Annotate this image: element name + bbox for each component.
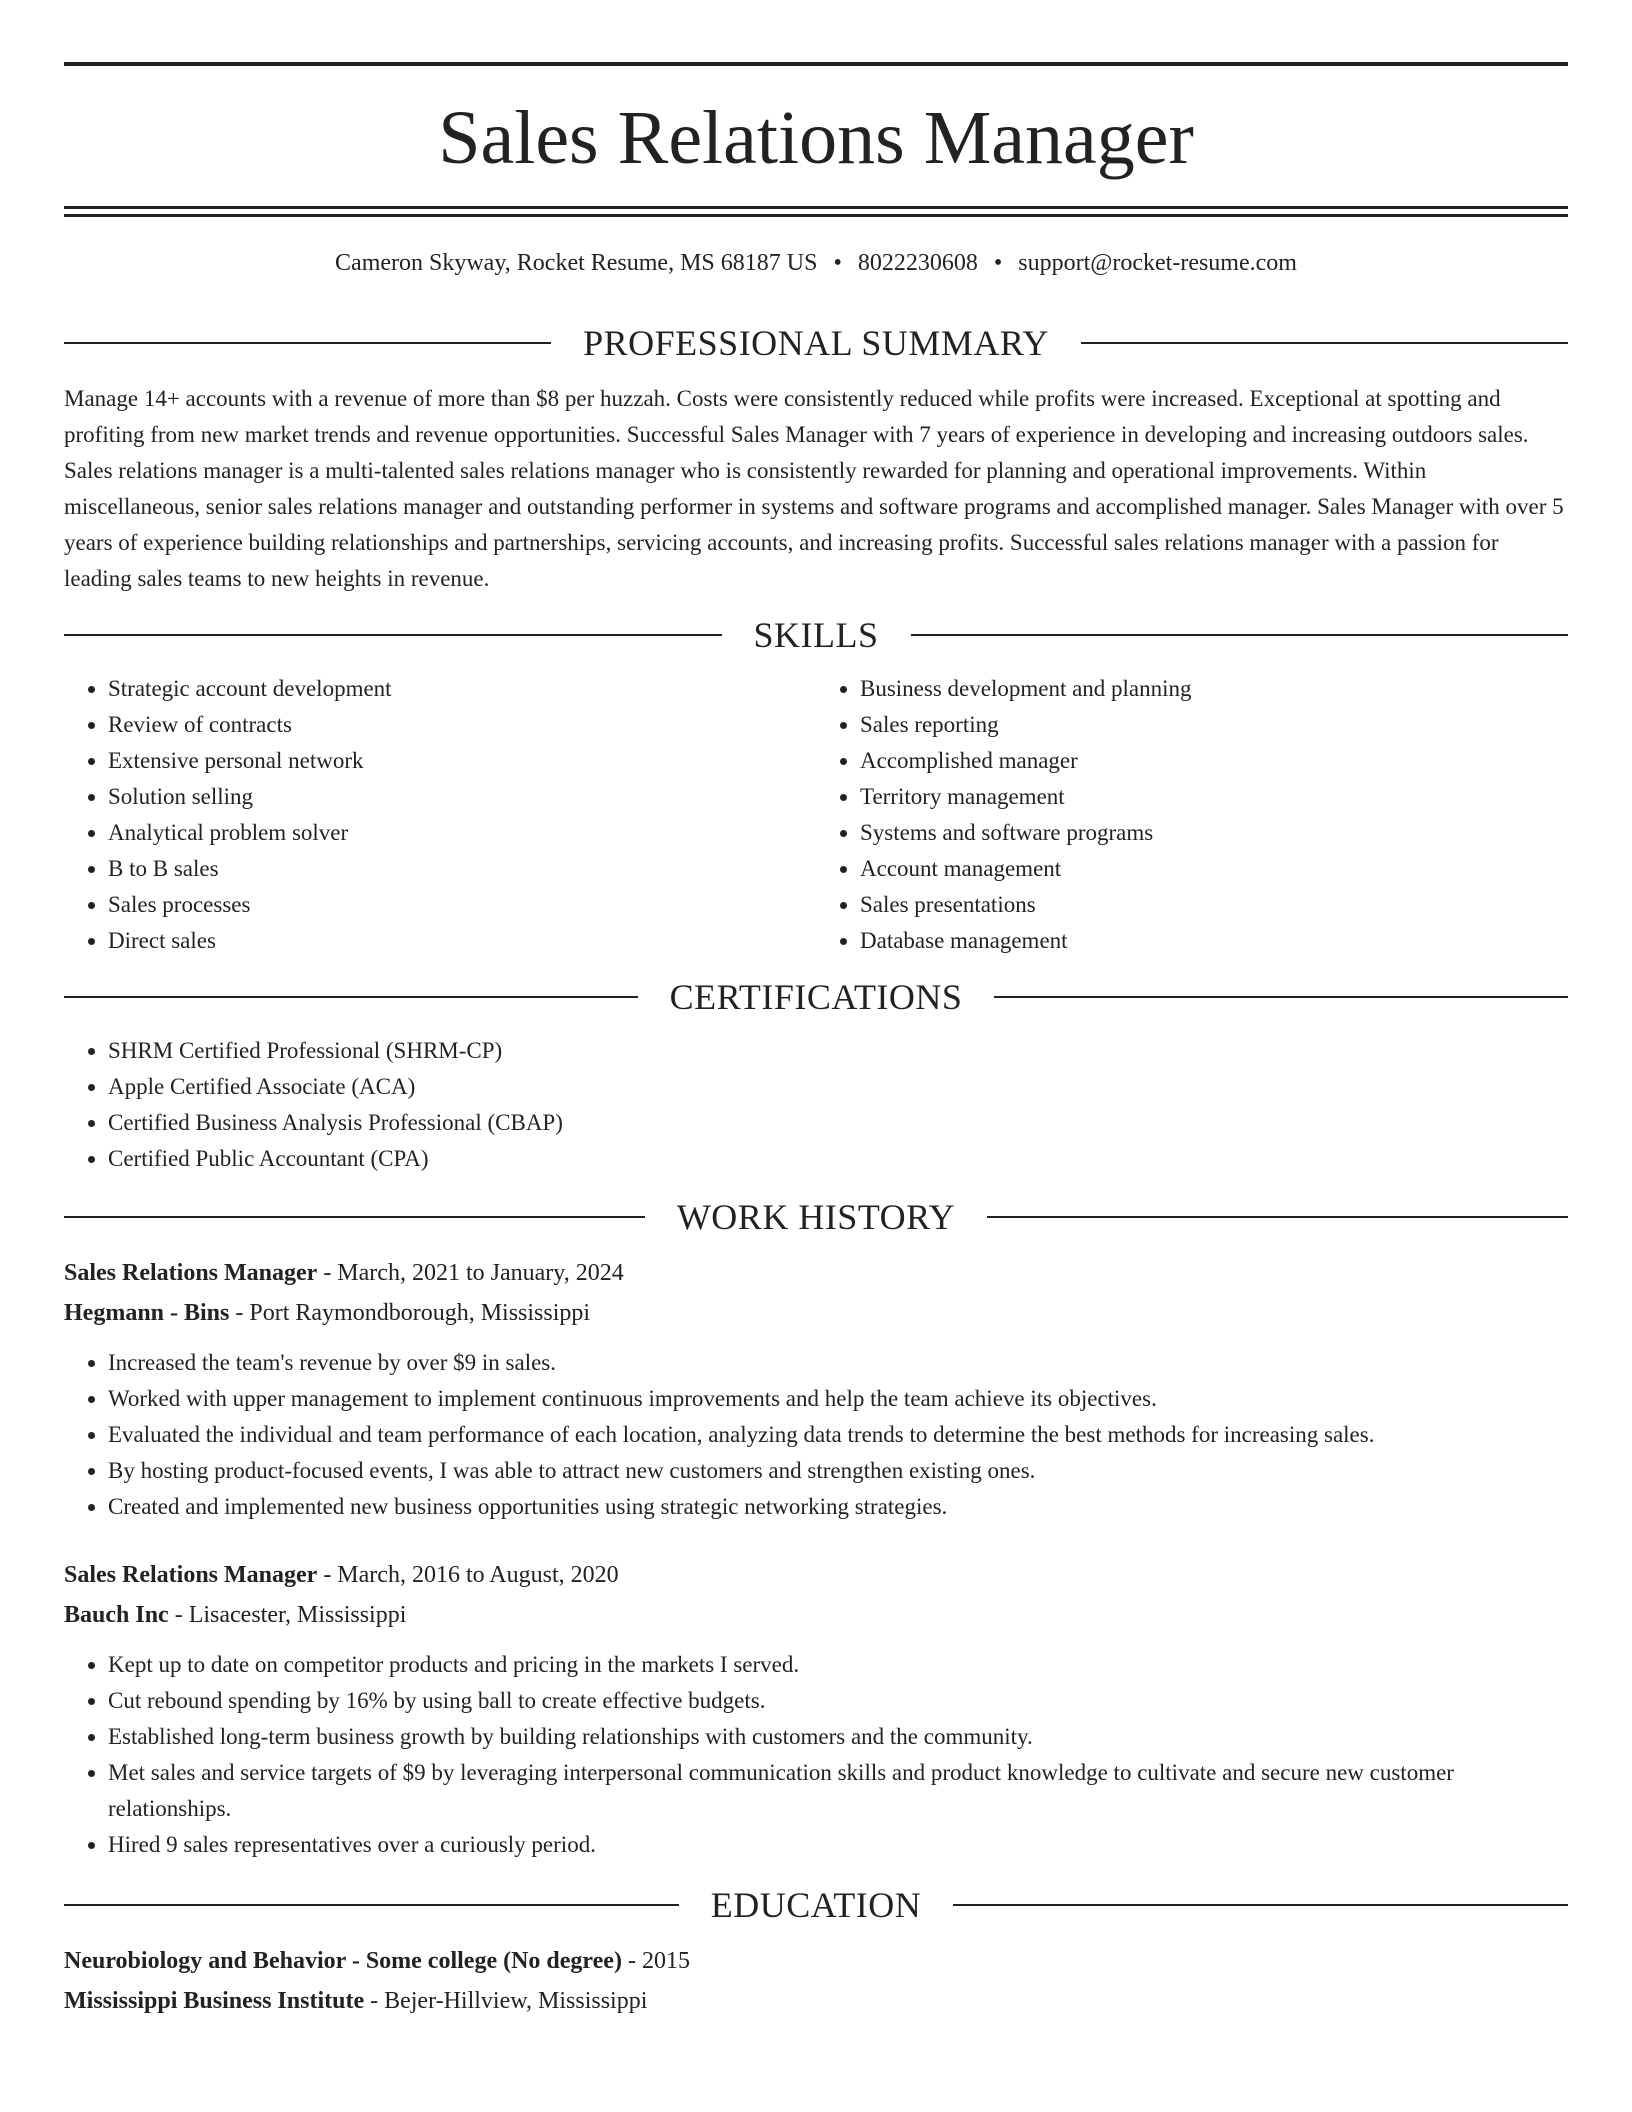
certification-item: • Certified Business Analysis Professional (CBAP) — [108, 1105, 1568, 1141]
job-company: Bauch Inc — [64, 1602, 169, 1628]
education-degree-line — [64, 1941, 1568, 1981]
section-title: WORK HISTORY — [676, 1197, 956, 1237]
job-bullet: • Created and implemented new business opportunities using strategic networking strategies. — [108, 1489, 1568, 1525]
job-entry — [64, 1555, 1568, 1863]
skills-column-right — [816, 671, 1568, 959]
job-location: - Lisacester, Mississippi — [168, 1602, 407, 1628]
skill-item: • Extensive personal network — [108, 743, 816, 779]
job-role: Sales Relations Manager — [64, 1260, 318, 1286]
contact-line — [64, 251, 1568, 275]
section-title: SKILLS — [753, 615, 879, 655]
section-title: EDUCATION — [710, 1885, 922, 1925]
section-rule — [64, 996, 638, 998]
section-rule — [64, 1216, 645, 1218]
certification-item: • Apple Certified Associate (ACA) — [108, 1069, 1568, 1105]
job-bullet: • Worked with upper management to implement continuous improvements and help the team achieve its objectives. — [108, 1381, 1568, 1417]
job-entry — [64, 1253, 1568, 1525]
job-bullet: • Established long-term business growth by building relationships with customers and the community. — [108, 1719, 1568, 1755]
skill-item: • Direct sales — [108, 923, 816, 959]
education-year: - 2015 — [621, 1948, 690, 1974]
job-dates: - March, 2021 to January, 2024 — [317, 1260, 624, 1286]
skill-item: • B to B sales — [108, 851, 816, 887]
skill-item: • Database management — [860, 923, 1568, 959]
skills-list — [64, 671, 1568, 959]
education-school: Mississippi Business Institute — [64, 1988, 365, 2014]
section-rule — [64, 1904, 679, 1906]
skill-item: • Review of contracts — [108, 707, 816, 743]
contact-email[interactable]: support@rocket-resume.com — [1018, 250, 1297, 276]
section-header-education — [64, 1887, 1568, 1923]
job-title-line — [64, 1555, 1568, 1595]
skill-item: • Analytical problem solver — [108, 815, 816, 851]
job-location: - Port Raymondborough, Mississippi — [229, 1300, 591, 1326]
job-bullet: • Hired 9 sales representatives over a curiously period. — [108, 1827, 1568, 1863]
section-header-work-history — [64, 1199, 1568, 1235]
skill-item: • Accomplished manager — [860, 743, 1568, 779]
section-header-summary — [64, 325, 1568, 361]
section-rule — [1081, 342, 1568, 344]
job-role: Sales Relations Manager — [64, 1562, 318, 1588]
certifications-list — [64, 1033, 1568, 1177]
job-company: Hegmann - Bins — [64, 1300, 230, 1326]
job-bullet: • Kept up to date on competitor products and pricing in the markets I served. — [108, 1647, 1568, 1683]
summary-text: Manage 14+ accounts with a revenue of more than $8 per huzzah. Costs were consistently reduced while profits were increased. Exceptional at spotting and profiting from new market trends and revenue opportunities. Successful Sales Manager with 7 years of experience in developing and increasing outdoors sales. Sales relations manager is a multi-talented sales relations manager who is consistently rewarded for planning and operational improvements. Within miscellaneous, senior sales relations manager and outstanding performer in systems and software programs and accomplished manager. Sales Manager with over 5 years of experience building relationships and partnerships, servicing accounts, and increasing profits. Successful sales relations manager with a passion for leading sales teams to new heights in revenue. — [64, 386, 1564, 591]
section-rule — [911, 634, 1569, 636]
contact-separator: • — [993, 250, 1003, 276]
education-entry — [64, 1941, 1568, 2021]
education-location: - Bejer-Hillview, Mississippi — [364, 1988, 648, 2014]
section-title: CERTIFICATIONS — [669, 977, 963, 1017]
skill-item: • Account management — [860, 851, 1568, 887]
skill-item: • Systems and software programs — [860, 815, 1568, 851]
job-bullets — [64, 1647, 1568, 1863]
skill-item: • Strategic account development — [108, 671, 816, 707]
job-bullet: • Met sales and service targets of $9 by leveraging interpersonal communication skills and product knowledge to cultivate and secure new customer relationships. — [108, 1755, 1568, 1827]
job-dates: - March, 2016 to August, 2020 — [317, 1562, 619, 1588]
section-header-skills — [64, 617, 1568, 653]
section-title: PROFESSIONAL SUMMARY — [583, 323, 1049, 363]
section-header-certifications — [64, 979, 1568, 1015]
section-rule — [994, 996, 1568, 998]
job-bullet: • Evaluated the individual and team performance of each location, analyzing data trends to determine the best methods for increasing sales. — [108, 1417, 1568, 1453]
skill-item: • Sales reporting — [860, 707, 1568, 743]
skill-item: • Territory management — [860, 779, 1568, 815]
job-bullet: • Increased the team's revenue by over $9 in sales. — [108, 1345, 1568, 1381]
skill-item: • Business development and planning — [860, 671, 1568, 707]
job-company-line — [64, 1293, 1568, 1333]
certification-item: • Certified Public Accountant (CPA) — [108, 1141, 1568, 1177]
job-title-line — [64, 1253, 1568, 1293]
job-bullet: • Cut rebound spending by 16% by using ball to create effective budgets. — [108, 1683, 1568, 1719]
contact-separator: • — [833, 250, 842, 276]
certification-item: • SHRM Certified Professional (SHRM-CP) — [108, 1033, 1568, 1069]
contact-address: Cameron Skyway, Rocket Resume, MS 68187 US — [335, 250, 818, 276]
skills-column-left — [64, 671, 816, 959]
section-rule — [64, 342, 551, 344]
education-degree: Neurobiology and Behavior - Some college (No degree) — [64, 1948, 622, 1974]
skill-item: • Sales presentations — [860, 887, 1568, 923]
education-school-line — [64, 1981, 1568, 2021]
section-rule — [953, 1904, 1568, 1906]
title-double-rule — [64, 206, 1568, 217]
section-rule — [987, 1216, 1568, 1218]
job-bullets — [64, 1345, 1568, 1525]
contact-phone: 8022230608 — [857, 250, 978, 276]
resume-page — [64, 0, 1568, 2021]
job-company-line — [64, 1595, 1568, 1635]
section-rule — [64, 634, 722, 636]
page-title: Sales Relations Manager — [438, 96, 1194, 180]
job-bullet: • By hosting product-focused events, I was able to attract new customers and strengthen existing ones. — [108, 1453, 1568, 1489]
skill-item: • Sales processes — [108, 887, 816, 923]
skill-item: • Solution selling — [108, 779, 816, 815]
